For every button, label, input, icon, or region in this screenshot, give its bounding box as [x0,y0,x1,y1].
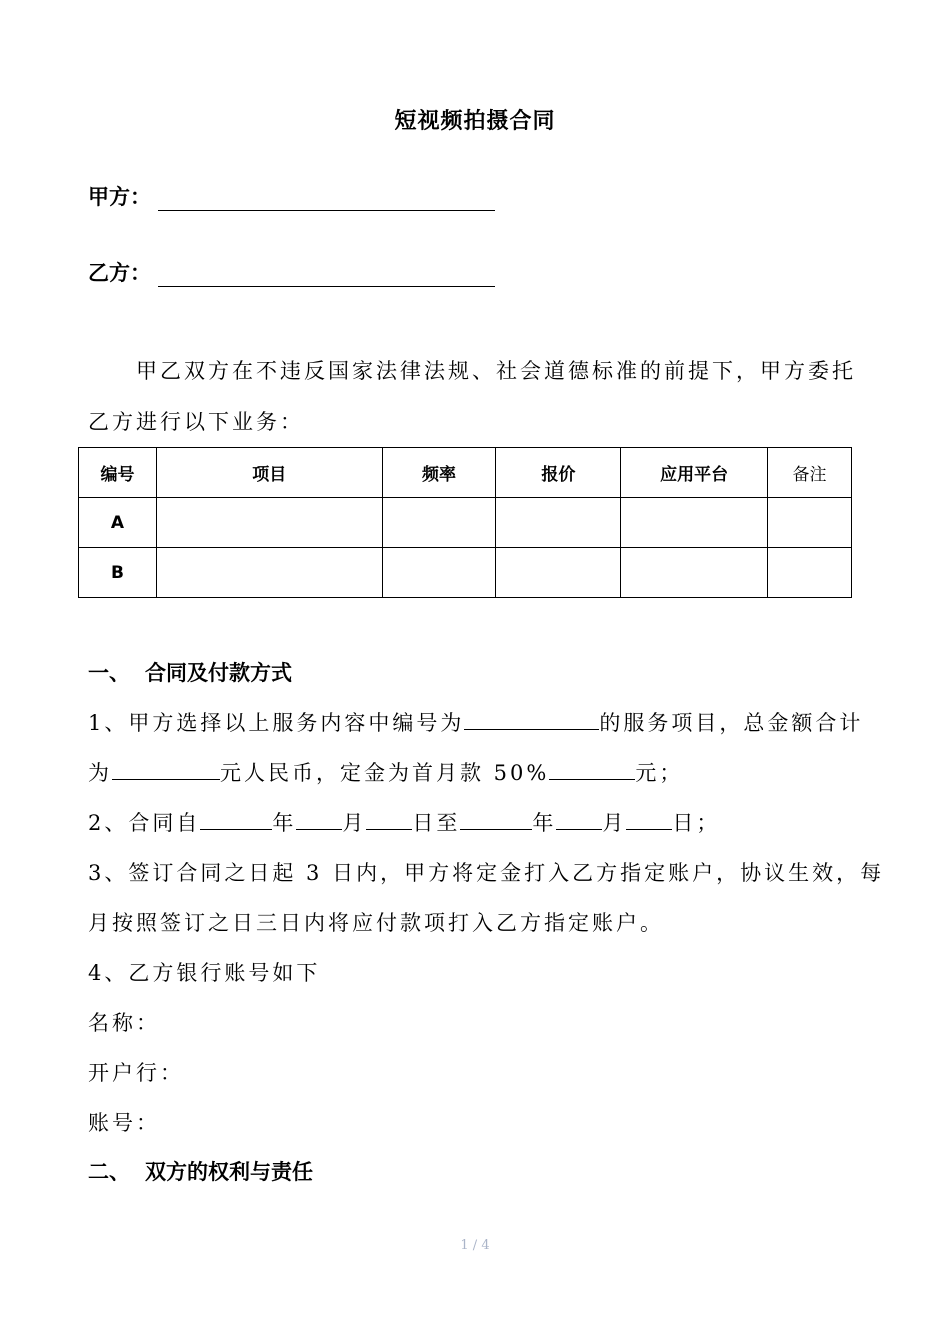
end-year-blank [460,807,532,830]
month-label: 月 [602,811,627,835]
party-b-label: 乙方： [88,261,151,285]
page-number: 1 / 4 [460,1238,490,1253]
clause-2-line [88,807,720,837]
intro-line-1: 甲乙双方在不违反国家法律法规、社会道德标准的前提下，甲方委托 [136,359,856,383]
table-cell [621,498,768,548]
table-cell [156,498,382,548]
start-month-blank [296,807,342,830]
party-a-blank [158,210,495,211]
clause-1-text-b: 的服务项目，总金额合计 [599,711,864,735]
table-cell [382,548,496,598]
header-platform: 应用平台 [621,448,768,498]
clause-1-text-a: 1、甲方选择以上服务内容中编号为 [88,711,465,735]
header-code: 编号 [79,448,157,498]
header-price: 报价 [496,448,621,498]
clause-3-line-1: 3、签订合同之日起 3 日内，甲方将定金打入乙方指定账户，协议生效，每 [88,861,885,885]
start-day-blank [366,807,412,830]
section-2-title: 双方的权利与责任 [145,1160,313,1184]
party-b-blank [158,286,495,287]
clause-3-line-2: 月按照签订之日三日内将应付款项打入乙方指定账户。 [88,911,664,935]
year-label: 年 [532,811,557,835]
end-month-blank [556,807,602,830]
party-a-label: 甲方： [88,185,151,209]
service-code-blank [464,707,599,730]
section-2-heading [88,1156,313,1186]
table-row [79,498,852,548]
clause-1-text-e: 元； [635,761,684,785]
clause-1-text-d: 元人民币，定金为首月款 50% [220,761,550,785]
row-code: B [79,548,157,598]
clause-1-text-c: 为 [88,761,112,785]
end-day-blank [626,807,672,830]
section-1-heading [88,657,292,687]
month-label: 月 [342,811,367,835]
bank-name-label: 名称： [88,1011,160,1035]
section-1-title: 合同及付款方式 [145,661,292,685]
day-to-label: 日至 [412,811,461,835]
clause-1-line-1 [88,707,863,737]
bank-branch-label: 开户行： [88,1061,184,1085]
clause-2-text: 2、合同自 [88,811,201,835]
header-frequency: 频率 [382,448,496,498]
table-cell [156,548,382,598]
section-1-number: 一、 [88,661,130,685]
start-year-blank [200,807,272,830]
header-item: 项目 [156,448,382,498]
table-cell [621,548,768,598]
day-end-label: 日； [672,811,721,835]
table-cell [496,548,621,598]
clause-1-line-2 [88,757,683,787]
year-label: 年 [272,811,297,835]
intro-line-2: 乙方进行以下业务： [88,410,304,434]
table-cell [768,498,852,548]
section-2-number: 二、 [88,1160,130,1184]
table-header-row [79,448,852,498]
table-cell [768,548,852,598]
deposit-blank [549,757,635,780]
row-code: A [79,498,157,548]
document-title: 短视频拍摄合同 [394,109,556,134]
table-cell [496,498,621,548]
service-table [78,447,852,598]
table-cell [382,498,496,548]
header-remarks: 备注 [768,448,852,498]
table-row [79,548,852,598]
clause-4-line: 4、乙方银行账号如下 [88,961,321,985]
bank-account-label: 账号： [88,1111,160,1135]
total-amount-blank [112,757,220,780]
